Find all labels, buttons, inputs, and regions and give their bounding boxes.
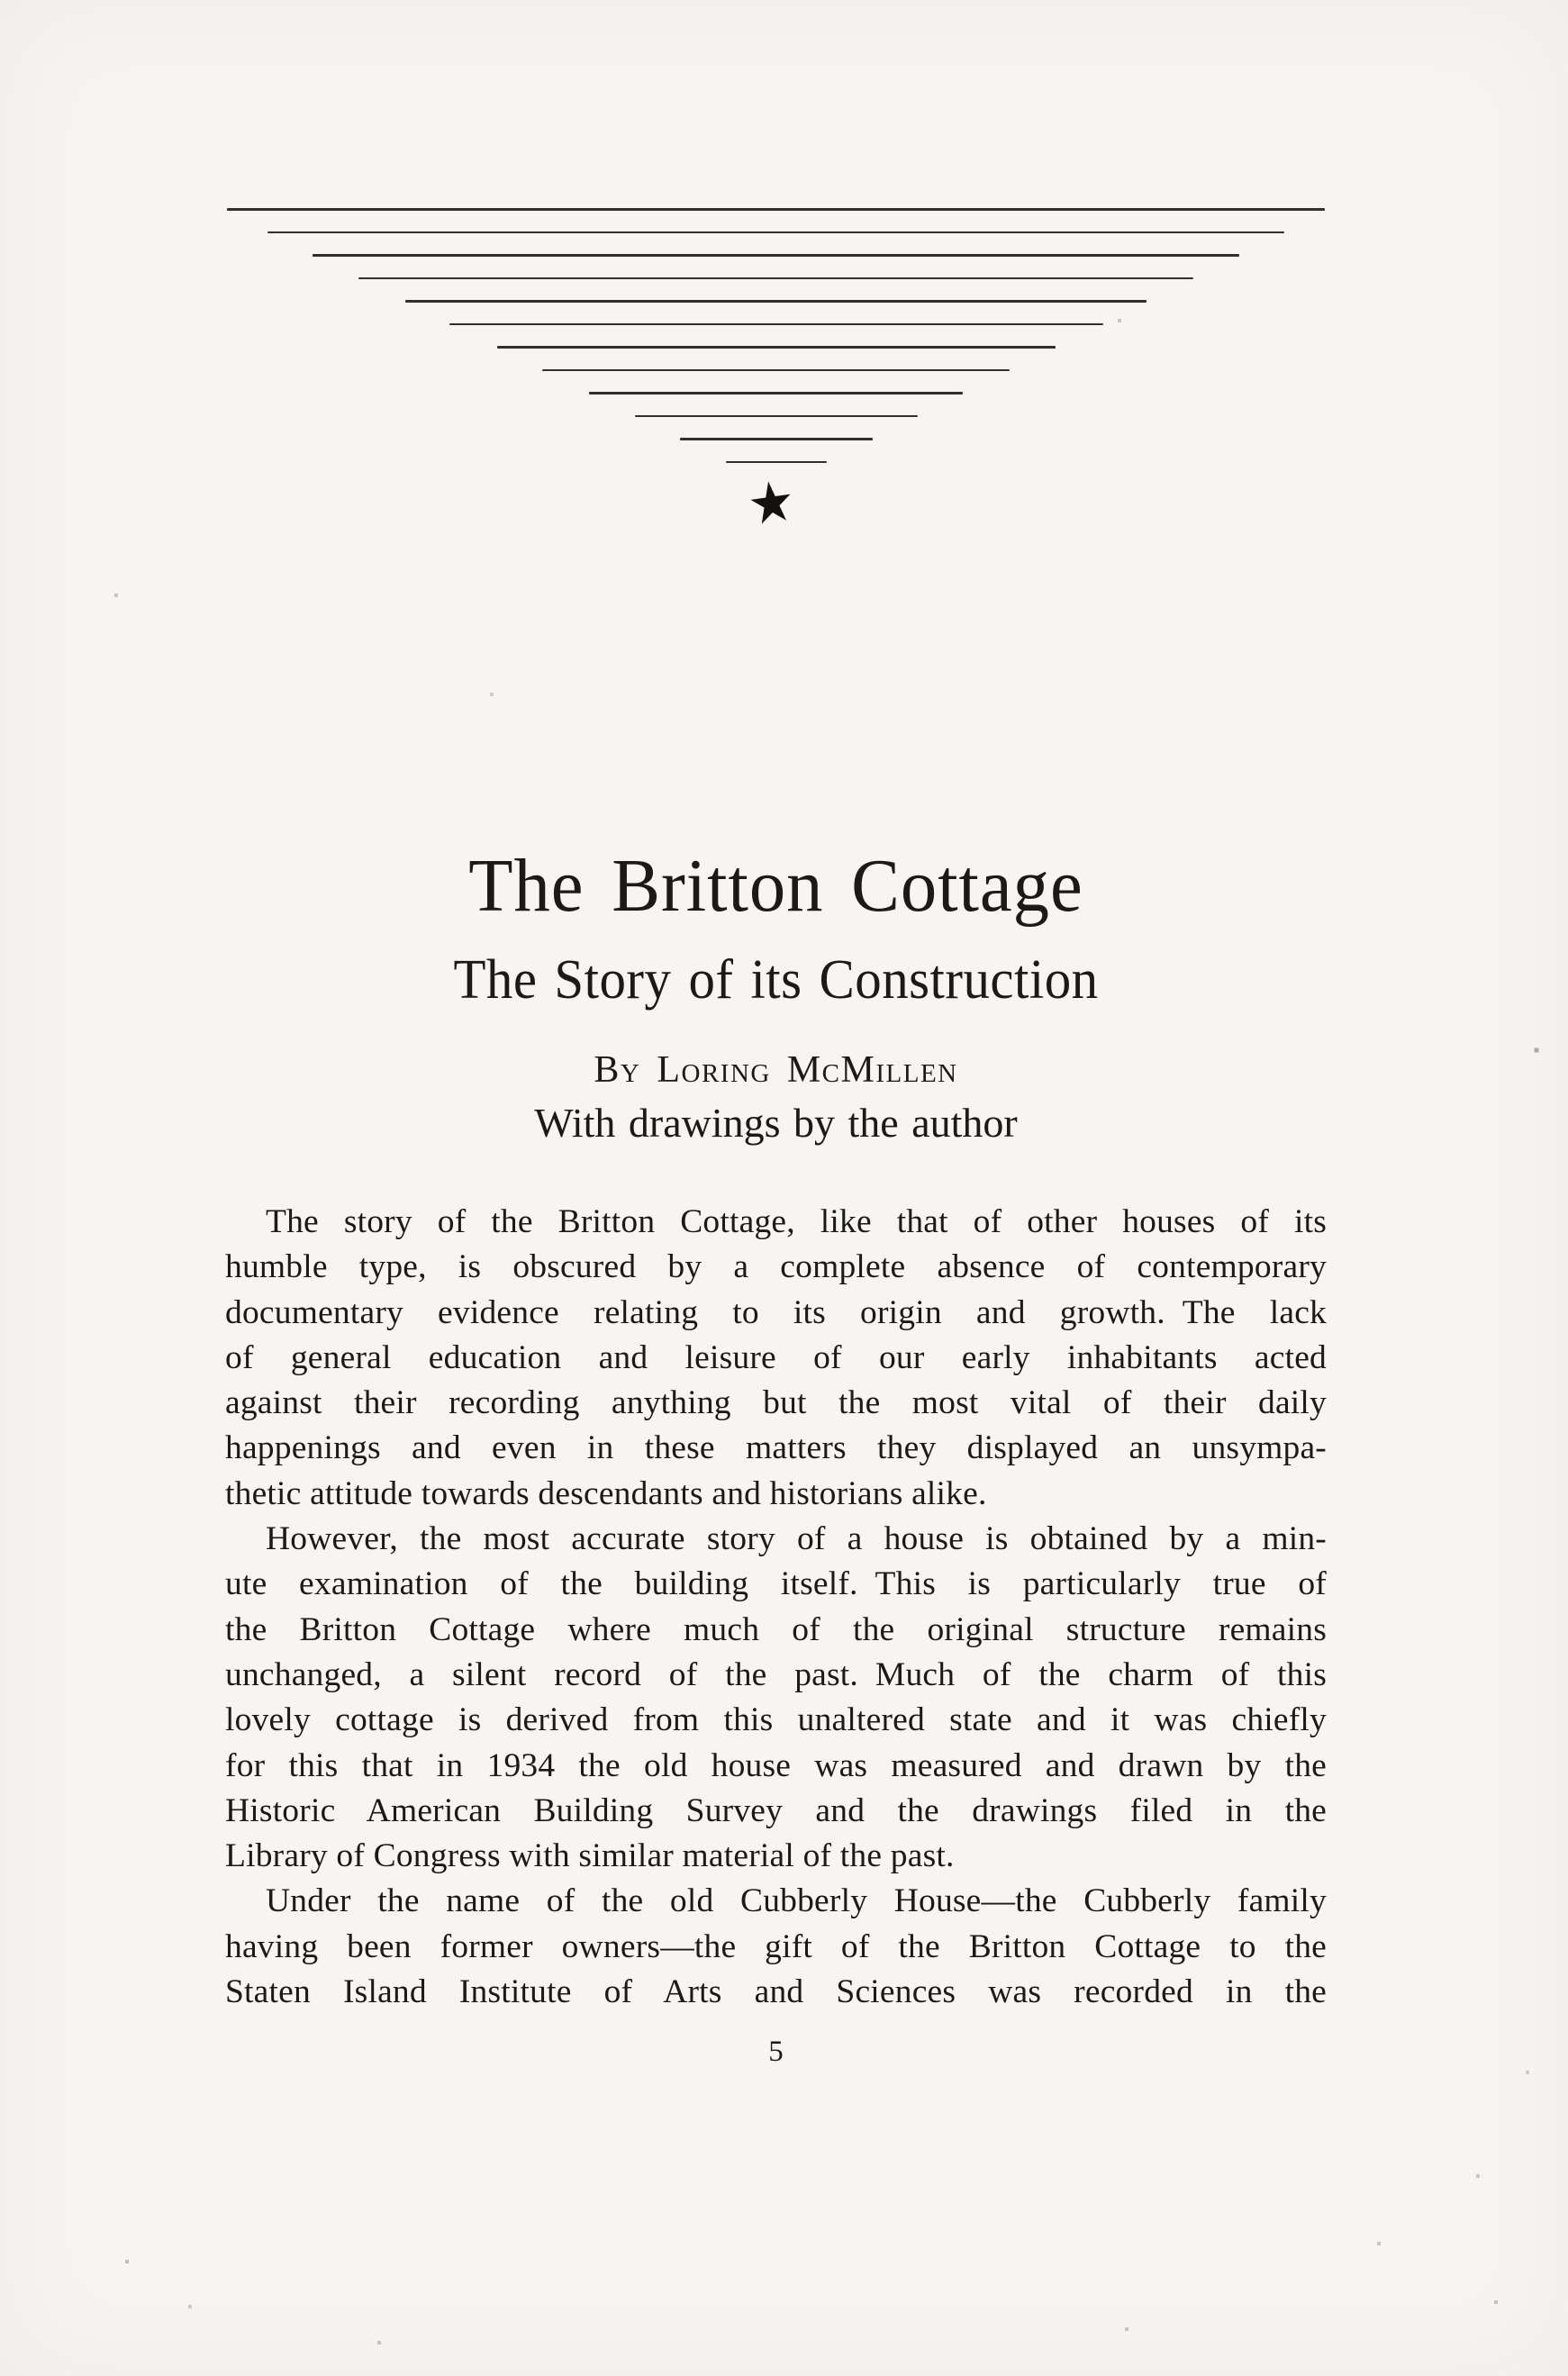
ornament-rule	[449, 323, 1103, 326]
ornament-rule	[726, 461, 827, 464]
paper-specks	[0, 0, 2, 2]
ornament-rule	[635, 415, 918, 418]
ornament-rule	[680, 438, 873, 440]
page-number: 5	[768, 2036, 784, 2068]
body-line: Library of Congress with similar material of the past.	[225, 1837, 955, 1875]
ornament-rule	[542, 369, 1010, 372]
body-line: documentary evidence relating to its origin and growth. The lack	[225, 1293, 1327, 1331]
body-line: against their recording anything but the most vital of their daily	[225, 1384, 1327, 1422]
body-line: Under the name of the old Cubberly House—the Cubberly family	[266, 1882, 1327, 1920]
body-line: for this that in 1934 the old house was measured and drawn by the	[225, 1746, 1327, 1784]
ornament-rule	[497, 346, 1056, 349]
body-line: thetic attitude towards descendants and historians alike.	[225, 1474, 987, 1512]
page-title: The Britton Cottage	[468, 844, 1083, 928]
ornament-rule	[313, 254, 1239, 257]
body-line: The story of the Britton Cottage, like that of other houses of its	[266, 1203, 1327, 1240]
body-line: humble type, is obscured by a complete absence of contemporary	[225, 1248, 1327, 1286]
body-line: having been former owners—the gift of the Britton Cottage to the	[225, 1927, 1327, 1965]
body-line: Historic American Building Survey and the drawings filed in the	[225, 1791, 1327, 1829]
body-line: ute examination of the building itself. This is particularly true of	[225, 1565, 1327, 1603]
ornament-rule	[227, 208, 1325, 211]
ornament-rule	[267, 231, 1284, 234]
body-line: unchanged, a silent record of the past. Much of the charm of this	[225, 1655, 1327, 1693]
ornament-rule	[358, 277, 1193, 280]
text-block	[225, 0, 1327, 2376]
body-line: the Britton Cottage where much of the original structure remains	[225, 1610, 1327, 1648]
body-line: Staten Island Institute of Arts and Sciences was recorded in the	[225, 1973, 1327, 2011]
body-line: happenings and even in these matters they displayed an unsympa-	[225, 1429, 1327, 1467]
body-line: However, the most accurate story of a house is obtained by a min-	[266, 1520, 1327, 1558]
body-line: of general education and leisure of our early inhabitants acted	[225, 1338, 1327, 1376]
body-line: lovely cottage is derived from this unaltered state and it was chiefly	[225, 1701, 1327, 1739]
ornament-rule	[405, 300, 1147, 303]
byline: By Loring McMillen	[594, 1049, 958, 1091]
author-credit: With drawings by the author	[534, 1100, 1018, 1146]
star-icon: ★	[743, 468, 800, 538]
page-subtitle: The Story of its Construction	[453, 949, 1099, 1011]
body-text	[225, 1200, 1327, 2015]
ornament-rule	[589, 392, 963, 394]
